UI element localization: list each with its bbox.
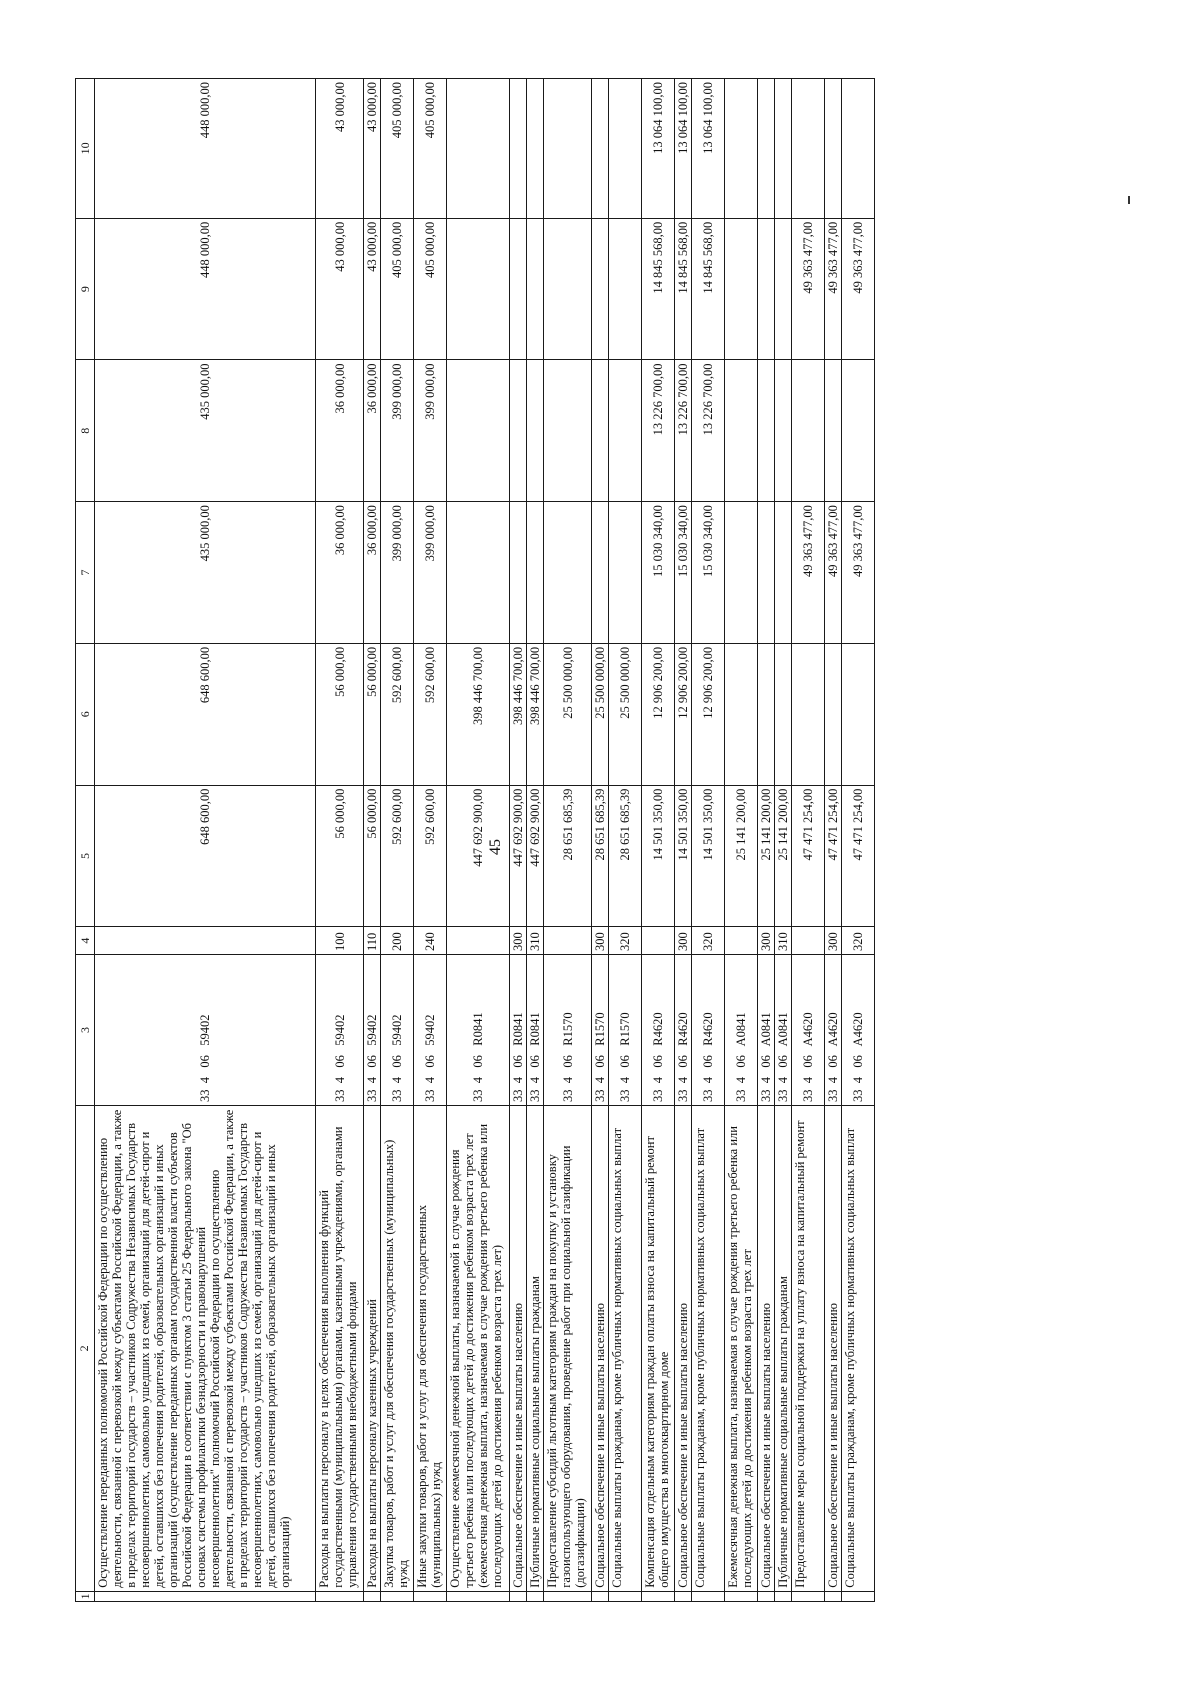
table-row bbox=[609, 79, 642, 1602]
amount-col-6 bbox=[825, 643, 842, 785]
header-cell-1: 1 bbox=[76, 1591, 95, 1601]
amount-col-9: 49 363 477,00 bbox=[825, 218, 842, 360]
amount-col-8: 36 000,00 bbox=[316, 360, 364, 502]
classification-code-cell: 33 4 06 59402 bbox=[95, 955, 316, 1106]
amount-col-6: 398 446 700,00 bbox=[510, 643, 527, 785]
expense-type-cell: 300 bbox=[825, 927, 842, 955]
table-row bbox=[792, 79, 825, 1602]
amount-col-5: 447 692 900,00 bbox=[510, 785, 527, 927]
row-number-cell bbox=[544, 1591, 592, 1601]
amount-col-10: 13 064 100,00 bbox=[675, 79, 692, 219]
header-cell-2: 2 bbox=[76, 1105, 95, 1591]
row-name-cell: Ежемесячная денежная выплата, назначаемая в случае рождения третьего ребенка или последующих детей до достижения ребенком возраста трех лет bbox=[725, 1105, 758, 1591]
classification-code-cell: 33 4 06 59402 bbox=[364, 955, 381, 1106]
amount-col-8: 36 000,00 bbox=[364, 360, 381, 502]
classification-code-cell: 33 4 06 A0841 bbox=[758, 955, 775, 1106]
amount-col-9 bbox=[544, 218, 592, 360]
amount-col-6: 56 000,00 bbox=[316, 643, 364, 785]
header-cell-5: 5 bbox=[76, 785, 95, 927]
row-number-cell bbox=[510, 1591, 527, 1601]
row-number-cell bbox=[414, 1591, 447, 1601]
table-row bbox=[95, 79, 316, 1602]
row-number-cell bbox=[758, 1591, 775, 1601]
classification-code-cell: 33 4 06 R1570 bbox=[592, 955, 609, 1106]
amount-col-10 bbox=[775, 79, 792, 219]
row-name-cell: Публичные нормативные социальные выплаты гражданам bbox=[527, 1105, 544, 1591]
amount-col-9: 405 000,00 bbox=[414, 218, 447, 360]
amount-col-7 bbox=[447, 502, 510, 644]
amount-col-9: 405 000,00 bbox=[381, 218, 414, 360]
expense-type-cell: 240 bbox=[414, 927, 447, 955]
row-number-cell bbox=[842, 1591, 875, 1601]
expense-type-cell: 300 bbox=[510, 927, 527, 955]
amount-col-8: 13 226 700,00 bbox=[692, 360, 725, 502]
amount-col-8 bbox=[592, 360, 609, 502]
amount-col-9 bbox=[758, 218, 775, 360]
budget-table bbox=[75, 78, 875, 1602]
amount-col-5: 25 141 200,00 bbox=[758, 785, 775, 927]
amount-col-10 bbox=[725, 79, 758, 219]
classification-code-cell: 33 4 06 A0841 bbox=[725, 955, 758, 1106]
classification-code-cell: 33 4 06 R0841 bbox=[527, 955, 544, 1106]
expense-type-cell: 310 bbox=[775, 927, 792, 955]
expense-type-cell: 320 bbox=[842, 927, 875, 955]
expense-type-cell bbox=[544, 927, 592, 955]
amount-col-6: 25 500 000,00 bbox=[609, 643, 642, 785]
amount-col-6: 592 600,00 bbox=[414, 643, 447, 785]
header-cell-6: 6 bbox=[76, 643, 95, 785]
row-name-cell: Расходы на выплаты персоналу казенных учреждений bbox=[364, 1105, 381, 1591]
expense-type-cell: 320 bbox=[609, 927, 642, 955]
amount-col-7: 15 030 340,00 bbox=[675, 502, 692, 644]
amount-col-5: 592 600,00 bbox=[381, 785, 414, 927]
row-name-cell: Социальное обеспечение и иные выплаты населению bbox=[675, 1105, 692, 1591]
expense-type-cell: 300 bbox=[675, 927, 692, 955]
amount-col-7: 36 000,00 bbox=[316, 502, 364, 644]
expense-type-cell: 300 bbox=[758, 927, 775, 955]
amount-col-7: 15 030 340,00 bbox=[692, 502, 725, 644]
header-cell-7: 7 bbox=[76, 502, 95, 644]
row-number-cell bbox=[609, 1591, 642, 1601]
amount-col-9: 43 000,00 bbox=[316, 218, 364, 360]
amount-col-9: 448 000,00 bbox=[95, 218, 316, 360]
classification-code-cell: 33 4 06 R4620 bbox=[675, 955, 692, 1106]
classification-code-cell: 33 4 06 R0841 bbox=[447, 955, 510, 1106]
amount-col-10: 13 064 100,00 bbox=[642, 79, 675, 219]
header-cell-8: 8 bbox=[76, 360, 95, 502]
amount-col-5: 592 600,00 bbox=[414, 785, 447, 927]
classification-code-cell: 33 4 06 59402 bbox=[414, 955, 447, 1106]
amount-col-5: 47 471 254,00 bbox=[792, 785, 825, 927]
table-row bbox=[675, 79, 692, 1602]
row-number-cell bbox=[447, 1591, 510, 1601]
header-cell-10: 10 bbox=[76, 79, 95, 219]
row-name-cell: Осуществление переданных полномочий Российской Федерации по осуществлению деятельности, связанной с перевозкой между субъектами Российской Федерации, а также в пределах территорий государств – участников Содружества Независимых Государств несовершеннолетних, самовольно ушедших из семей, организаций для детей-сирот и детей, оставшихся без попечения родителей, образовательных организаций и иных организаций (осуществление переданных органам государственной власти субъектов Российской Федерации в соответствии с пунктом 3 статьи 25 Федерального закона "Об основах системы профилактики безнадзорности и правонарушений несовершеннолетних" полномочий Российской Федерации по осуществлению деятельности, связанной с перевозкой между субъектами Российской Федерации, а также в пределах территорий государств – участников Содружества Независимых Государств несовершеннолетних, самовольно ушедших из семей, организаций для детей-сирот и детей, оставшихся без попечения родителей, образовательных организаций и иных организаций) bbox=[95, 1105, 316, 1591]
classification-code-cell: 33 4 06 R4620 bbox=[692, 955, 725, 1106]
row-name-cell: Осуществление ежемесячной денежной выплаты, назначаемой в случае рождения третьего ребенка или последующих детей до достижения ребенком возраста трех лет (ежемесячная денежная выплата, назначаемая в случае рождения третьего ребенка или последующих детей до достижения ребенком возраста трех лет) bbox=[447, 1105, 510, 1591]
amount-col-9 bbox=[775, 218, 792, 360]
expense-type-cell bbox=[95, 927, 316, 955]
amount-col-8 bbox=[725, 360, 758, 502]
row-number-cell bbox=[592, 1591, 609, 1601]
amount-col-6: 592 600,00 bbox=[381, 643, 414, 785]
amount-col-10: 43 000,00 bbox=[316, 79, 364, 219]
row-number-cell bbox=[692, 1591, 725, 1601]
amount-col-7: 15 030 340,00 bbox=[642, 502, 675, 644]
classification-code-cell: 33 4 06 R4620 bbox=[642, 955, 675, 1106]
amount-col-8 bbox=[825, 360, 842, 502]
expense-type-cell: 300 bbox=[592, 927, 609, 955]
amount-col-6: 12 906 200,00 bbox=[675, 643, 692, 785]
amount-col-10: 448 000,00 bbox=[95, 79, 316, 219]
row-name-cell: Социальные выплаты гражданам, кроме публичных нормативных социальных выплат bbox=[692, 1105, 725, 1591]
header-cell-9: 9 bbox=[76, 218, 95, 360]
classification-code-cell: 33 4 06 A0841 bbox=[775, 955, 792, 1106]
amount-col-6: 398 446 700,00 bbox=[527, 643, 544, 785]
amount-col-6 bbox=[842, 643, 875, 785]
amount-col-6: 398 446 700,00 bbox=[447, 643, 510, 785]
amount-col-8 bbox=[609, 360, 642, 502]
row-name-cell: Социальное обеспечение и иные выплаты населению bbox=[758, 1105, 775, 1591]
row-number-cell bbox=[792, 1591, 825, 1601]
amount-col-6: 56 000,00 bbox=[364, 643, 381, 785]
amount-col-7 bbox=[609, 502, 642, 644]
expense-type-cell: 320 bbox=[692, 927, 725, 955]
amount-col-9: 49 363 477,00 bbox=[792, 218, 825, 360]
amount-col-10 bbox=[825, 79, 842, 219]
amount-col-5: 56 000,00 bbox=[364, 785, 381, 927]
amount-col-7: 36 000,00 bbox=[364, 502, 381, 644]
amount-col-5: 14 501 350,00 bbox=[675, 785, 692, 927]
table-row bbox=[692, 79, 725, 1602]
amount-col-5: 14 501 350,00 bbox=[692, 785, 725, 927]
rotated-table-container bbox=[75, 78, 1091, 1602]
amount-col-9 bbox=[447, 218, 510, 360]
table-row bbox=[447, 79, 510, 1602]
amount-col-6: 12 906 200,00 bbox=[692, 643, 725, 785]
row-name-cell: Социальное обеспечение и иные выплаты населению bbox=[825, 1105, 842, 1591]
amount-col-7: 49 363 477,00 bbox=[792, 502, 825, 644]
amount-col-8 bbox=[758, 360, 775, 502]
expense-type-cell bbox=[792, 927, 825, 955]
row-name-cell: Компенсация отдельным категориям граждан оплаты взноса на капитальный ремонт общего имущества в многоквартирном доме bbox=[642, 1105, 675, 1591]
amount-col-6 bbox=[775, 643, 792, 785]
amount-col-7: 399 000,00 bbox=[414, 502, 447, 644]
expense-type-cell bbox=[642, 927, 675, 955]
row-name-cell: Предоставление субсидий льготным категориям граждан на покупку и установку газоиспользующего оборудования, проведение работ при социальной газификации (догазификации) bbox=[544, 1105, 592, 1591]
amount-col-5: 648 600,00 bbox=[95, 785, 316, 927]
amount-col-5: 47 471 254,00 bbox=[825, 785, 842, 927]
row-name-cell: Социальные выплаты гражданам, кроме публичных нормативных социальных выплат bbox=[842, 1105, 875, 1591]
amount-col-10 bbox=[842, 79, 875, 219]
amount-col-6: 25 500 000,00 bbox=[592, 643, 609, 785]
expense-type-cell: 310 bbox=[527, 927, 544, 955]
row-number-cell bbox=[675, 1591, 692, 1601]
amount-col-9 bbox=[527, 218, 544, 360]
amount-col-7 bbox=[725, 502, 758, 644]
table-row bbox=[316, 79, 364, 1602]
amount-col-8 bbox=[775, 360, 792, 502]
amount-col-10: 405 000,00 bbox=[381, 79, 414, 219]
header-cell-4: 4 bbox=[76, 927, 95, 955]
amount-col-8: 435 000,00 bbox=[95, 360, 316, 502]
amount-col-5: 447 692 900,00 bbox=[447, 785, 510, 927]
classification-code-cell: 33 4 06 R1570 bbox=[609, 955, 642, 1106]
row-number-cell bbox=[364, 1591, 381, 1601]
page-number: 45 bbox=[487, 839, 504, 855]
row-name-cell: Расходы на выплаты персоналу в целях обеспечения выполнения функций государственными (муниципальными) органами, казенными учреждениями, органами управления государственными внебюджетными фондами bbox=[316, 1105, 364, 1591]
table-row bbox=[544, 79, 592, 1602]
expense-type-cell bbox=[447, 927, 510, 955]
amount-col-10 bbox=[609, 79, 642, 219]
amount-col-6: 25 500 000,00 bbox=[544, 643, 592, 785]
amount-col-9: 14 845 568,00 bbox=[692, 218, 725, 360]
amount-col-7: 49 363 477,00 bbox=[825, 502, 842, 644]
table-row bbox=[381, 79, 414, 1602]
amount-col-7 bbox=[592, 502, 609, 644]
row-name-cell: Иные закупки товаров, работ и услуг для обеспечения государственных (муниципальных) нужд bbox=[414, 1105, 447, 1591]
expense-type-cell bbox=[725, 927, 758, 955]
classification-code-cell: 33 4 06 R0841 bbox=[510, 955, 527, 1106]
row-number-cell bbox=[95, 1591, 316, 1601]
amount-col-9: 49 363 477,00 bbox=[842, 218, 875, 360]
classification-code-cell: 33 4 06 A4620 bbox=[825, 955, 842, 1106]
expense-type-cell: 110 bbox=[364, 927, 381, 955]
amount-col-7: 49 363 477,00 bbox=[842, 502, 875, 644]
amount-col-5: 47 471 254,00 bbox=[842, 785, 875, 927]
amount-col-8 bbox=[792, 360, 825, 502]
row-number-cell bbox=[825, 1591, 842, 1601]
row-number-cell bbox=[527, 1591, 544, 1601]
amount-col-7 bbox=[775, 502, 792, 644]
amount-col-10 bbox=[758, 79, 775, 219]
header-row bbox=[76, 79, 95, 1602]
amount-col-8: 13 226 700,00 bbox=[675, 360, 692, 502]
amount-col-5: 25 141 200,00 bbox=[725, 785, 758, 927]
amount-col-8 bbox=[842, 360, 875, 502]
amount-col-5: 25 141 200,00 bbox=[775, 785, 792, 927]
amount-col-10: 13 064 100,00 bbox=[692, 79, 725, 219]
amount-col-9 bbox=[592, 218, 609, 360]
row-number-cell bbox=[775, 1591, 792, 1601]
amount-col-5: 28 651 685,39 bbox=[592, 785, 609, 927]
amount-col-8 bbox=[527, 360, 544, 502]
header-cell-3: 3 bbox=[76, 955, 95, 1106]
amount-col-8 bbox=[544, 360, 592, 502]
amount-col-9 bbox=[725, 218, 758, 360]
amount-col-5: 447 692 900,00 bbox=[527, 785, 544, 927]
row-number-cell bbox=[316, 1591, 364, 1601]
amount-col-9: 14 845 568,00 bbox=[642, 218, 675, 360]
row-number-cell bbox=[725, 1591, 758, 1601]
table-row bbox=[758, 79, 775, 1602]
amount-col-7 bbox=[510, 502, 527, 644]
scan-mark bbox=[1128, 196, 1130, 204]
amount-col-5: 28 651 685,39 bbox=[544, 785, 592, 927]
table-row bbox=[842, 79, 875, 1602]
amount-col-10 bbox=[792, 79, 825, 219]
table-row bbox=[414, 79, 447, 1602]
table-row bbox=[825, 79, 842, 1602]
table-row bbox=[642, 79, 675, 1602]
table-row bbox=[775, 79, 792, 1602]
row-number-cell bbox=[381, 1591, 414, 1601]
amount-col-10 bbox=[544, 79, 592, 219]
expense-type-cell: 200 bbox=[381, 927, 414, 955]
row-name-cell: Социальное обеспечение и иные выплаты населению bbox=[510, 1105, 527, 1591]
table-row bbox=[510, 79, 527, 1602]
amount-col-6 bbox=[725, 643, 758, 785]
amount-col-7: 435 000,00 bbox=[95, 502, 316, 644]
amount-col-7 bbox=[544, 502, 592, 644]
table-row bbox=[725, 79, 758, 1602]
amount-col-8 bbox=[510, 360, 527, 502]
amount-col-7: 399 000,00 bbox=[381, 502, 414, 644]
amount-col-8: 13 226 700,00 bbox=[642, 360, 675, 502]
classification-code-cell: 33 4 06 A4620 bbox=[792, 955, 825, 1106]
amount-col-8: 399 000,00 bbox=[381, 360, 414, 502]
row-name-cell: Предоставление меры социальной поддержки на уплату взноса на капитальный ремонт bbox=[792, 1105, 825, 1591]
amount-col-6 bbox=[758, 643, 775, 785]
amount-col-6 bbox=[792, 643, 825, 785]
amount-col-10 bbox=[527, 79, 544, 219]
table-body bbox=[95, 79, 875, 1602]
row-name-cell: Публичные нормативные социальные выплаты гражданам bbox=[775, 1105, 792, 1591]
amount-col-10 bbox=[592, 79, 609, 219]
amount-col-9: 14 845 568,00 bbox=[675, 218, 692, 360]
amount-col-7 bbox=[758, 502, 775, 644]
row-number-cell bbox=[642, 1591, 675, 1601]
amount-col-8: 399 000,00 bbox=[414, 360, 447, 502]
amount-col-10 bbox=[510, 79, 527, 219]
classification-code-cell: 33 4 06 59402 bbox=[381, 955, 414, 1106]
row-name-cell: Социальные выплаты гражданам, кроме публичных нормативных социальных выплат bbox=[609, 1105, 642, 1591]
classification-code-cell: 33 4 06 59402 bbox=[316, 955, 364, 1106]
amount-col-5: 56 000,00 bbox=[316, 785, 364, 927]
amount-col-5: 14 501 350,00 bbox=[642, 785, 675, 927]
table-row bbox=[527, 79, 544, 1602]
expense-type-cell: 100 bbox=[316, 927, 364, 955]
amount-col-8 bbox=[447, 360, 510, 502]
table-row bbox=[592, 79, 609, 1602]
amount-col-10: 43 000,00 bbox=[364, 79, 381, 219]
amount-col-9: 43 000,00 bbox=[364, 218, 381, 360]
amount-col-6: 648 600,00 bbox=[95, 643, 316, 785]
amount-col-5: 28 651 685,39 bbox=[609, 785, 642, 927]
classification-code-cell: 33 4 06 R1570 bbox=[544, 955, 592, 1106]
amount-col-7 bbox=[527, 502, 544, 644]
row-name-cell: Закупка товаров, работ и услуг для обеспечения государственных (муниципальных) нужд bbox=[381, 1105, 414, 1591]
amount-col-9 bbox=[609, 218, 642, 360]
amount-col-10: 405 000,00 bbox=[414, 79, 447, 219]
classification-code-cell: 33 4 06 A4620 bbox=[842, 955, 875, 1106]
row-name-cell: Социальное обеспечение и иные выплаты населению bbox=[592, 1105, 609, 1591]
table-row bbox=[364, 79, 381, 1602]
amount-col-6: 12 906 200,00 bbox=[642, 643, 675, 785]
amount-col-9 bbox=[510, 218, 527, 360]
amount-col-10 bbox=[447, 79, 510, 219]
